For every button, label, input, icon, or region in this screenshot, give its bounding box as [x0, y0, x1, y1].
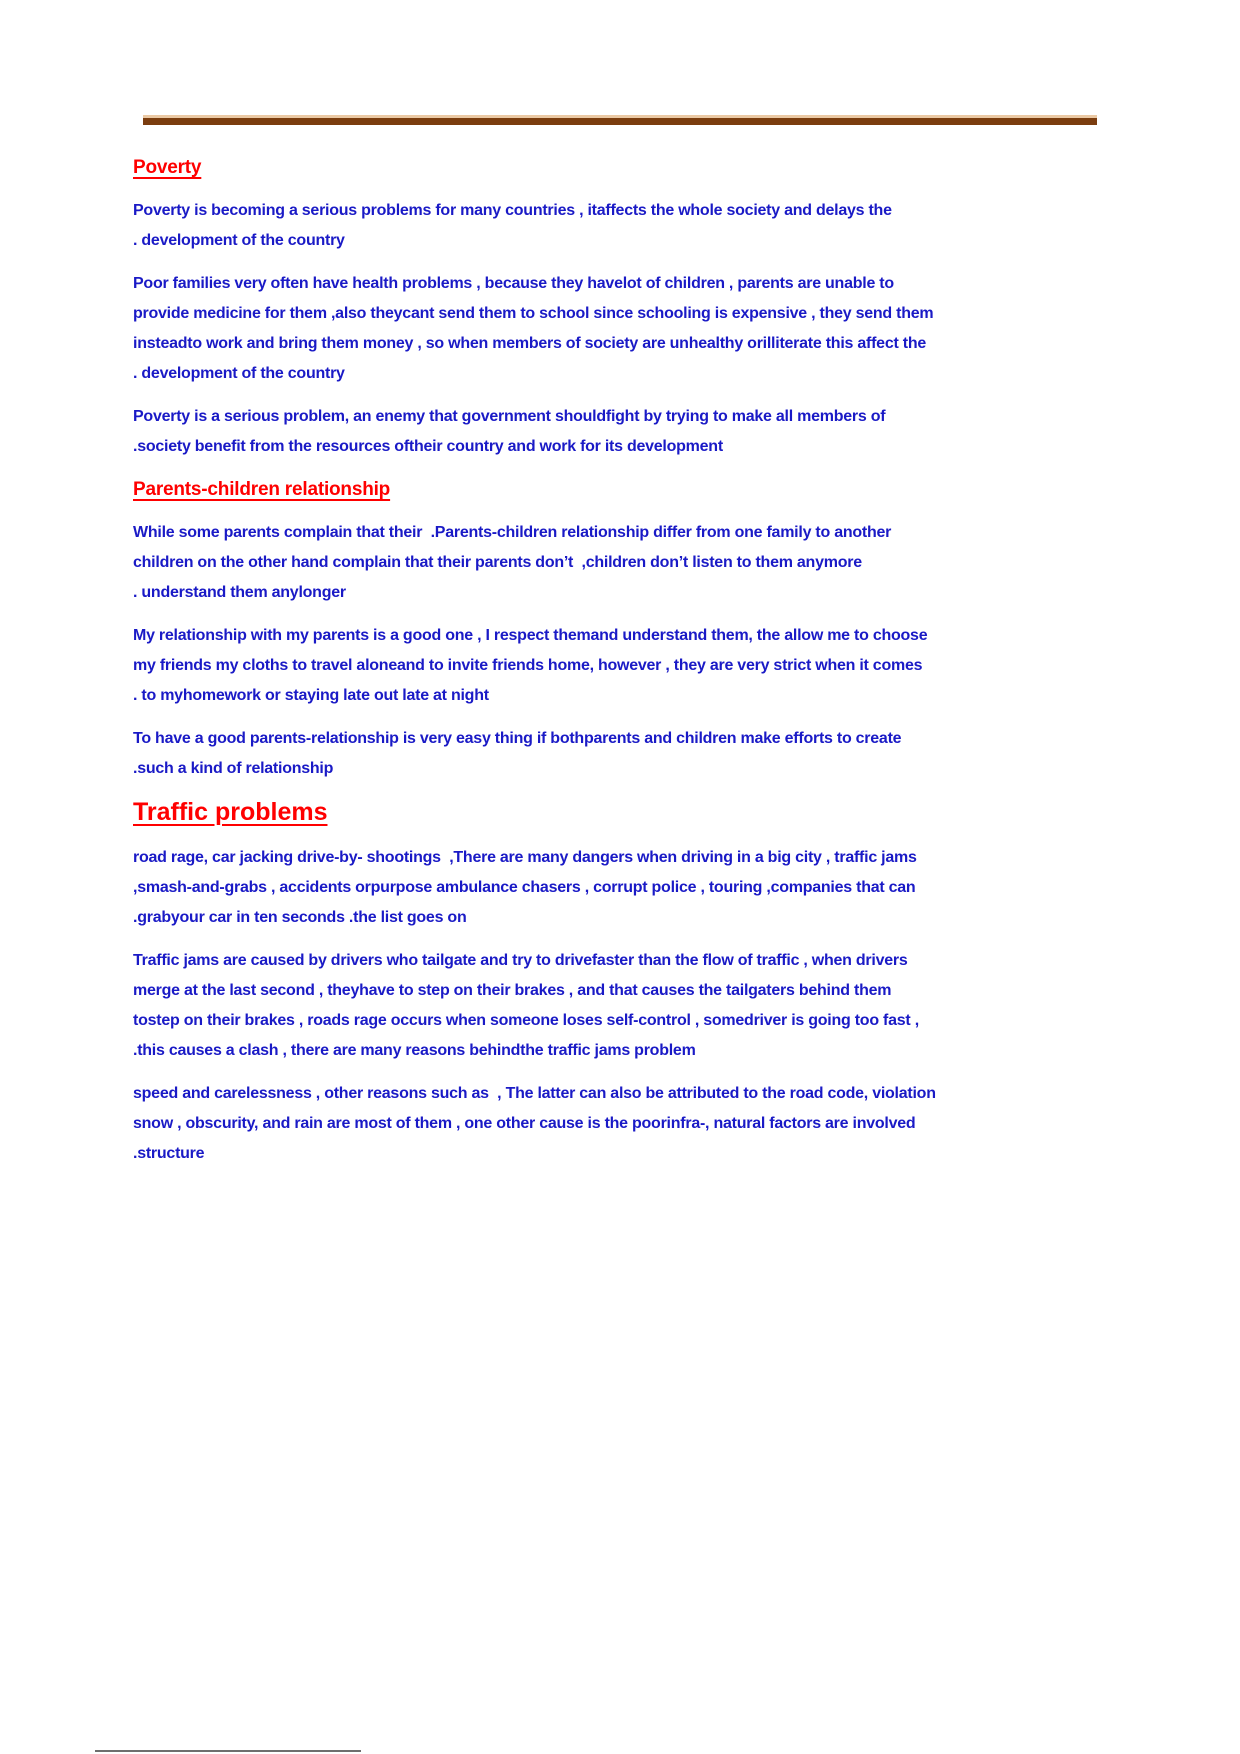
paragraph-poverty-3: Poverty is a serious problem, an enemy that government shouldfight by trying to make all members of .society benefit from the resources oftheir country and work for its development: [133, 408, 886, 455]
header-rule: [143, 115, 1097, 125]
paragraph-parents-1: While some parents complain that their .Parents-children relationship differ from one family to another children on the other hand complain that their parents don’t ,children don’t listen to them anymore . understand them anylonger: [133, 524, 892, 601]
page-bottom-rule-fragment: [95, 1750, 361, 1752]
paragraph-traffic-1: road rage, car jacking drive-by- shootings ,There are many dangers when driving in a big city , traffic jams ,smash-and-grabs , accidents orpurpose ambulance chasers , corrupt police , touring ,companies that can .grabyour car in ten seconds .the list goes on: [133, 849, 917, 926]
paragraph-parents-2: My relationship with my parents is a good one , I respect themand understand them, the allow me to choose my friends my cloths to travel aloneand to invite friends home, however , they are very strict when it comes . to myhomework or staying late out late at night: [133, 627, 928, 704]
paragraph-poverty-1: Poverty is becoming a serious problems for many countries , itaffects the whole society and delays the . development of the country: [133, 202, 892, 249]
heading-parents-children-relationship: Parents-children relationship: [133, 479, 391, 500]
paragraph-traffic-2: Traffic jams are caused by drivers who tailgate and try to drivefaster than the flow of traffic , when drivers merge at the last second , theyhave to step on their brakes , and that causes the tailgaters behind them tostep on their brakes , roads rage occurs when someone loses self-control , somedriver is going too fast , .this causes a clash , there are many reasons behindthe traffic jams problem: [133, 952, 919, 1059]
paragraph-poverty-2: Poor families very often have health problems , because they havelot of children , parents are unable to provide medicine for them ,also theycant send them to school since schooling is expensive , they send them insteadto work and bring them money , so when members of society are unhealthy orilliterate this affect the . development of the country: [133, 275, 934, 382]
document-body: [133, 125, 1053, 1169]
paragraph-traffic-3: speed and carelessness , other reasons such as , The latter can also be attributed to the road code, violation snow , obscurity, and rain are most of them , one other cause is the poorinfra-, natural factors are involved .structure: [133, 1085, 936, 1162]
header-rule-dark-line: [143, 118, 1097, 125]
paragraph-parents-3: To have a good parents-relationship is very easy thing if bothparents and children make efforts to create .such a kind of relationship: [133, 730, 902, 777]
heading-poverty: Poverty: [133, 157, 202, 178]
heading-traffic-problems: Traffic problems: [133, 798, 328, 826]
